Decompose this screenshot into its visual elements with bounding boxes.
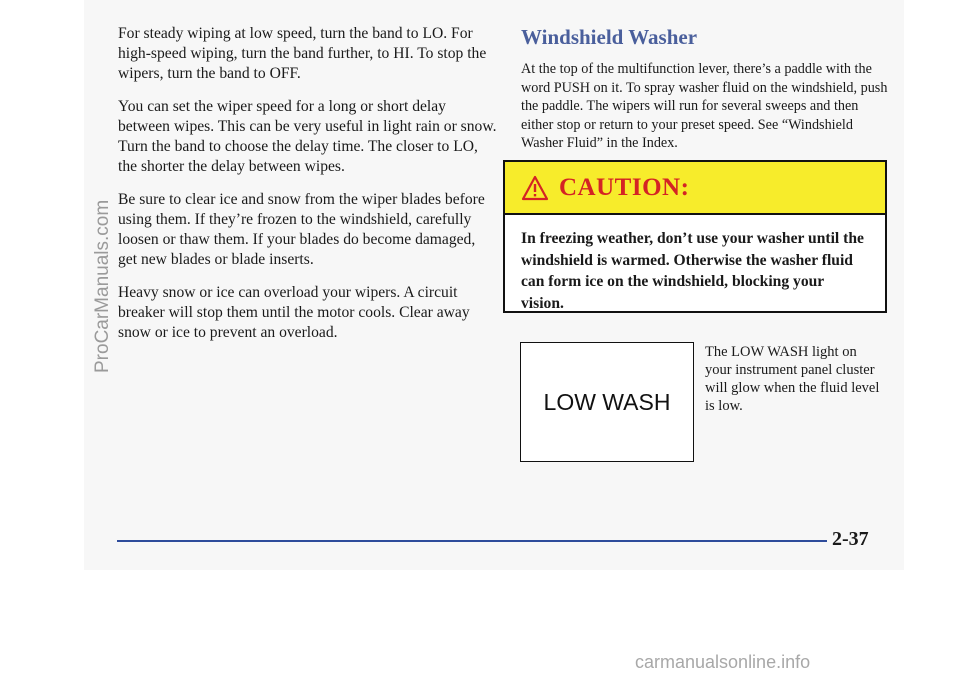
left-column bbox=[118, 24, 498, 356]
paragraph-overload: Heavy snow or ice can overload your wipers. A circuit breaker will stop them until the motor cools. Clear away snow or ice to prevent an overload. bbox=[118, 284, 470, 341]
footer-rule bbox=[117, 540, 827, 542]
paragraph-clear-ice: Be sure to clear ice and snow from the wiper blades before using them. If they’re frozen to the windshield, carefully loosen or thaw them. If your blades do become damaged, get new blades or blade inserts. bbox=[118, 191, 485, 268]
right-column bbox=[521, 24, 891, 153]
paragraph-delay-setting: You can set the wiper speed for a long or short delay between wipes. This can be very useful in light rain or snow. Turn the band to choose the delay time. The closer to LO, the shorter the delay between wipes. bbox=[118, 98, 497, 175]
section-title-windshield-washer: Windshield Washer bbox=[521, 25, 698, 49]
caution-text: In freezing weather, don’t use your washer until the windshield is warmed. Otherwise the washer fluid can form ice on the windshield, blocking your vision. bbox=[521, 230, 864, 312]
low-wash-indicator bbox=[520, 342, 694, 462]
caution-box bbox=[503, 160, 887, 313]
warning-triangle-icon bbox=[521, 175, 549, 201]
page-number: 2-37 bbox=[832, 528, 869, 550]
low-wash-indicator-label: LOW WASH bbox=[543, 388, 671, 415]
caution-header bbox=[505, 162, 885, 215]
washer-instructions: At the top of the multifunction lever, there’s a paddle with the word PUSH on it. To spray washer fluid on the windshield, push the paddle. The wipers will run for several sweeps and then either stop or return to your preset speed. See “Windshield Washer Fluid” in the Index. bbox=[521, 61, 888, 151]
bottom-watermark: carmanualsonline.info bbox=[635, 652, 811, 672]
caution-title: CAUTION: bbox=[559, 173, 690, 201]
low-wash-description: The LOW WASH light on your instrument panel cluster will glow when the fluid level is low. bbox=[705, 344, 880, 414]
side-watermark: ProCarManuals.com bbox=[92, 199, 113, 373]
paragraph-wiper-speed: For steady wiping at low speed, turn the band to LO. For high-speed wiping, turn the band further, to HI. To stop the wipers, turn the band to OFF. bbox=[118, 25, 487, 82]
